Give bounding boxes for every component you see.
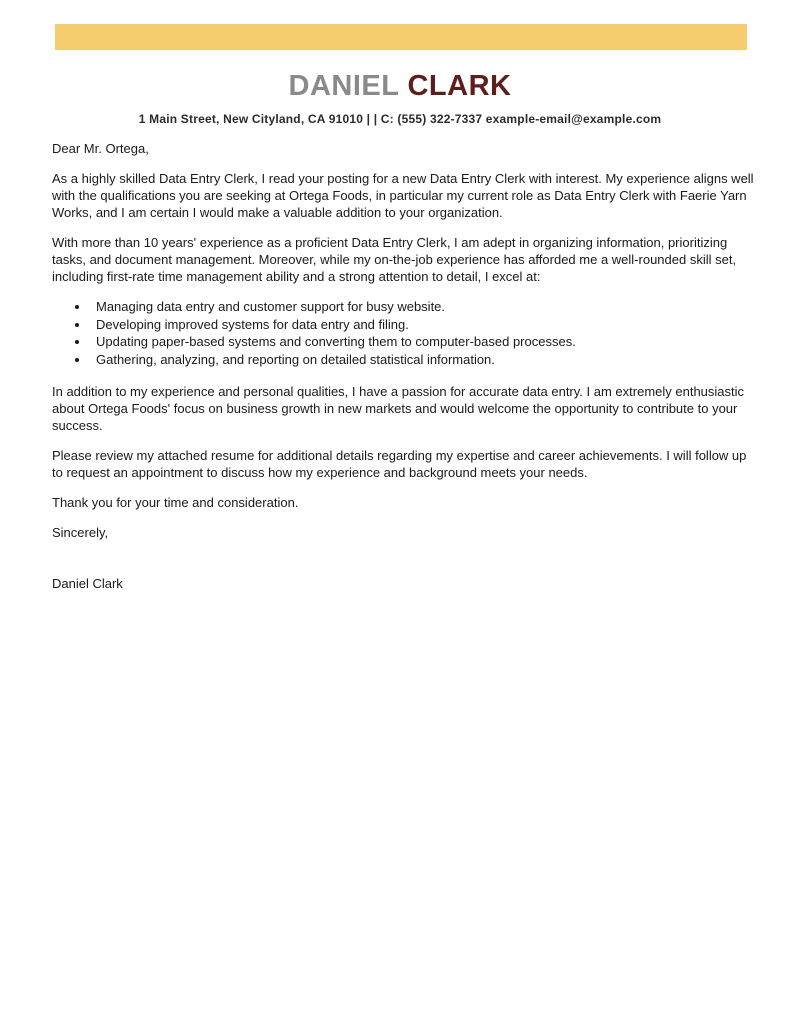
signoff: Sincerely, xyxy=(52,525,109,540)
paragraph-experience: With more than 10 years' experience as a proficient Data Entry Clerk, I am adept in organizing information, prioritizing tasks, and document management. Moreover, while my on-the-job experience has afforded me a well-rounded skill set, including first-rate time management ability and a strong attention to detail, I excel at: xyxy=(52,235,737,284)
header-accent-bar xyxy=(55,24,747,50)
signature: Daniel Clark xyxy=(52,576,123,591)
paragraph-enthusiasm: In addition to my experience and personal qualities, I have a passion for accurate data entry. I am extremely enthusiastic about Ortega Foods' focus on business growth in new markets and would welcome the opportunity to contribute to your success. xyxy=(52,384,745,433)
list-item: • Updating paper-based systems and converting them to computer-based processes. xyxy=(90,333,758,351)
salutation: Dear Mr. Ortega, xyxy=(52,141,149,156)
list-item: • Gathering, analyzing, and reporting on detailed statistical information. xyxy=(90,351,758,369)
paragraph-intro: As a highly skilled Data Entry Clerk, I read your posting for a new Data Entry Clerk with interest. My experience aligns well with the qualifications you are seeking at Ortega Foods, in particular my current role as Data Entry Clerk with Faerie Yarn Works, and I am certain I would make a valuable addition to your organization. xyxy=(52,171,754,220)
letter-body xyxy=(52,140,758,605)
contact-line: 1 Main Street, New Cityland, CA 91010 | | C: (555) 322-7337 example-email@example.com xyxy=(138,112,662,126)
list-item: • Developing improved systems for data entry and filing. xyxy=(90,316,758,334)
thanks-line: Thank you for your time and consideration. xyxy=(52,495,299,510)
page-title xyxy=(0,68,800,104)
last-name: CLARK xyxy=(407,70,512,102)
first-name: DANIEL xyxy=(288,70,400,102)
paragraph-followup: Please review my attached resume for additional details regarding my expertise and career achievements. I will follow up to request an appointment to discuss how my experience and background meets your needs. xyxy=(52,448,747,480)
list-item: • Managing data entry and customer support for busy website. xyxy=(90,298,758,316)
skills-list xyxy=(52,298,758,368)
